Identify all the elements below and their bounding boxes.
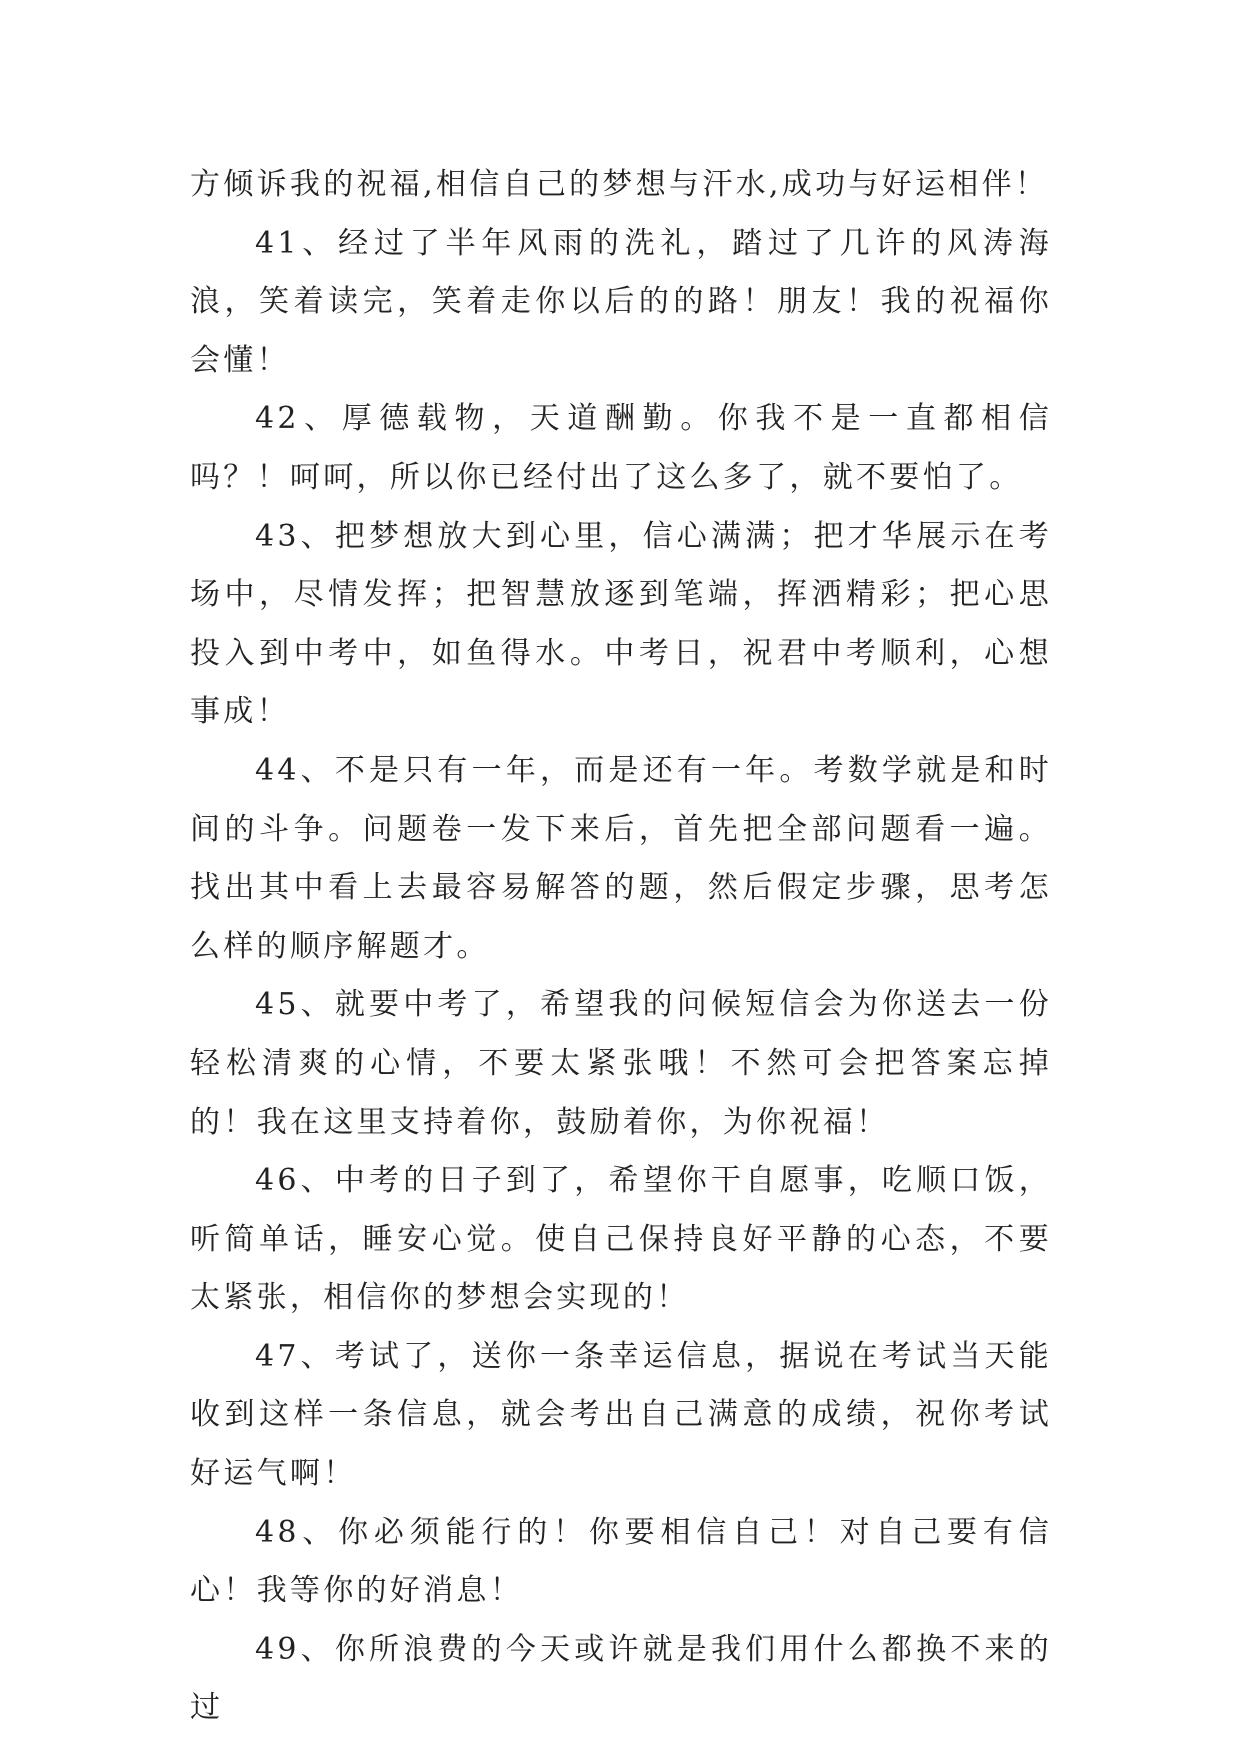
paragraph-43: 43、把梦想放大到心里，信心满满；把才华展示在考场中，尽情发挥；把智慧放逐到笔端，挥洒精彩；把心思投入到中考中，如鱼得水。中考日，祝君中考顺利，心想事成！: [190, 518, 1052, 730]
paragraph-continuation: 方倾诉我的祝福,相信自己的梦想与汗水,成功与好运相伴！: [190, 167, 1049, 202]
paragraph-49: 49、你所浪费的今天或许就是我们用什么都换不来的过: [190, 1631, 1052, 1726]
paragraph-47: 47、考试了，送你一条幸运信息，据说在考试当天能收到这样一条信息，就会考出自己满意的成绩，祝你考试好运气啊！: [190, 1338, 1052, 1492]
paragraph-48: 48、你必须能行的！你要相信自己！对自己要有信心！我等你的好消息！: [190, 1514, 1052, 1609]
paragraph-44: 44、不是只有一年，而是还有一年。考数学就是和时间的斗争。问题卷一发下来后，首先把全部问题看一遍。找出其中看上去最容易解答的题，然后假定步骤，思考怎么样的顺序解题才。: [190, 752, 1052, 964]
paragraph-45: 45、就要中考了，希望我的问候短信会为你送去一份轻松清爽的心情，不要太紧张哦！不然可会把答案忘掉的！我在这里支持着你，鼓励着你，为你祝福！: [190, 987, 1052, 1140]
paragraph-41: 41、经过了半年风雨的洗礼，踏过了几许的风涛海浪，笑着读完，笑着走你以后的的路！朋友！我的祝福你会懂！: [190, 225, 1052, 378]
paragraph-42: 42、厚德载物，天道酬勤。你我不是一直都相信吗？！呵呵，所以你已经付出了这么多了，就不要怕了。: [190, 401, 1052, 495]
paragraph-46: 46、中考的日子到了，希望你干自愿事，吃顺口饭，听简单话，睡安心觉。使自己保持良好平静的心态，不要太紧张，相信你的梦想会实现的！: [190, 1163, 1052, 1316]
document-body: [190, 156, 1052, 1738]
